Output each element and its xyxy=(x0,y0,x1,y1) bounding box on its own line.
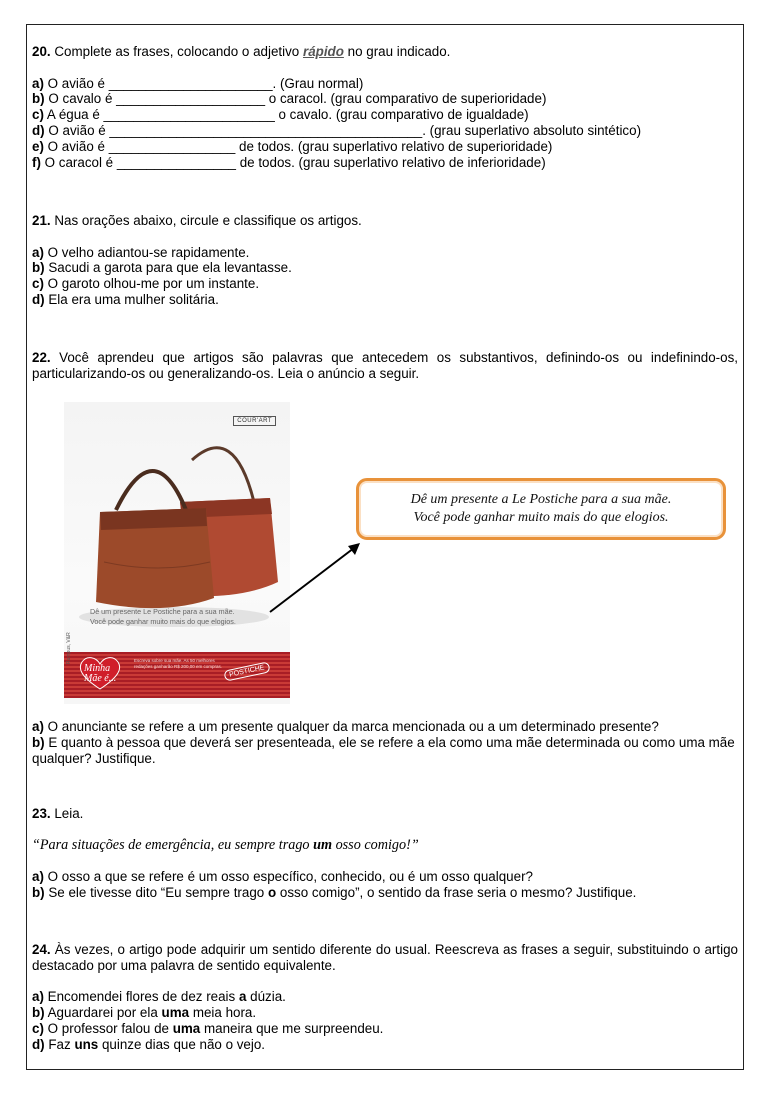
ad-brand-tag: COUR'ART xyxy=(233,416,276,426)
adjective-word: rápido xyxy=(302,44,344,59)
question-22-prompt: 22. Você aprendeu que artigos são palavras que antecedem os substantivos, definindo-os ou indefinindo-os, particularizando-os ou generalizando-os. Leia o anúncio a seguir. xyxy=(32,350,738,381)
ad-credit: Rumpus, V&R xyxy=(66,632,72,664)
question-number: 20. xyxy=(32,44,51,59)
ad-promo-text: Escreva sobre sua mãe. As 50 melhores redações ganharão R$ 200,00 em compras. xyxy=(134,658,223,669)
list-item: d) Ela era uma mulher solitária. xyxy=(32,291,219,307)
list-item: b) E quanto à pessoa que deverá ser presenteada, ele se refere a ela como uma mãe determinada ou como uma mãe qualquer? Justifique. xyxy=(32,734,735,766)
list-item: b) O cavalo é ____________________ o caracol. (grau comparativo de superioridade) xyxy=(32,91,547,107)
list-item: a) O velho adiantou-se rapidamente. xyxy=(32,244,250,260)
ad-caption: Dê um presente Le Postiche para a sua mãe. Você pode ganhar muito mais do que elogios. xyxy=(90,607,236,626)
ad-red-banner xyxy=(64,652,290,698)
callout-box: Dê um presente a Le Postiche para a sua mãe. Você pode ganhar muito mais do que elogios. xyxy=(356,478,726,540)
list-item: a) O avião é ______________________. (Grau normal) xyxy=(32,75,364,91)
advertisement-image xyxy=(64,402,290,704)
question-22 xyxy=(32,350,738,382)
arrow-icon xyxy=(262,538,366,618)
heart-text: Minha Mãe é... xyxy=(84,663,117,684)
quote: “Para situações de emergência, eu sempre trago um osso comigo!” xyxy=(32,836,419,853)
list-item: c) O garoto olhou-me por um instante. xyxy=(32,276,260,292)
question-text: Complete as frases, colocando o adjetivo xyxy=(54,44,300,59)
list-item: b) Sacudi a garota para que ela levantasse. xyxy=(32,260,292,276)
question-21 xyxy=(32,213,738,308)
question-22-items xyxy=(32,719,738,766)
question-23-prompt: 23. Leia. xyxy=(32,806,84,821)
list-item: a) Encomendei flores de dez reais a dúzia. xyxy=(32,989,286,1005)
list-item: c) A égua é _______________________ o cavalo. (grau comparativo de igualdade) xyxy=(32,107,529,123)
list-item: b) Aguardarei por ela uma meia hora. xyxy=(32,1005,257,1021)
question-20 xyxy=(32,44,738,170)
question-24-prompt: 24. Às vezes, o artigo pode adquirir um sentido diferente do usual. Reescreva as frases a seguir, substituindo o artigo destacado por uma palavra de sentido equivalente. xyxy=(32,942,738,973)
question-text-end: no grau indicado. xyxy=(347,44,451,59)
question-24 xyxy=(32,942,738,1053)
list-item: a) O osso a que se refere é um osso específico, conhecido, ou é um osso qualquer? xyxy=(32,869,533,885)
question-23 xyxy=(32,806,738,901)
list-item: c) O professor falou de uma maneira que me surpreendeu. xyxy=(32,1020,384,1036)
question-21-prompt: 21. Nas orações abaixo, circule e classifique os artigos. xyxy=(32,213,362,228)
list-item: a) O anunciante se refere a um presente qualquer da marca mencionada ou a um determinado presente? xyxy=(32,719,659,734)
list-item: e) O avião é _________________ de todos. (grau superlativo relativo de superioridade) xyxy=(32,138,553,154)
list-item: d) Faz uns quinze dias que não o vejo. xyxy=(32,1036,266,1052)
list-item: f) O caracol é ________________ de todos. (grau superlativo relativo de inferioridade) xyxy=(32,154,546,170)
list-item: b) Se ele tivesse dito “Eu sempre trago o osso comigo”, o sentido da frase seria o mesmo? Justifique. xyxy=(32,884,637,900)
postiche-logo: POSTICHE xyxy=(223,661,270,681)
question-20-prompt xyxy=(32,44,738,60)
list-item: d) O avião é __________________________________________. (grau superlativo absoluto sintético) xyxy=(32,122,642,138)
